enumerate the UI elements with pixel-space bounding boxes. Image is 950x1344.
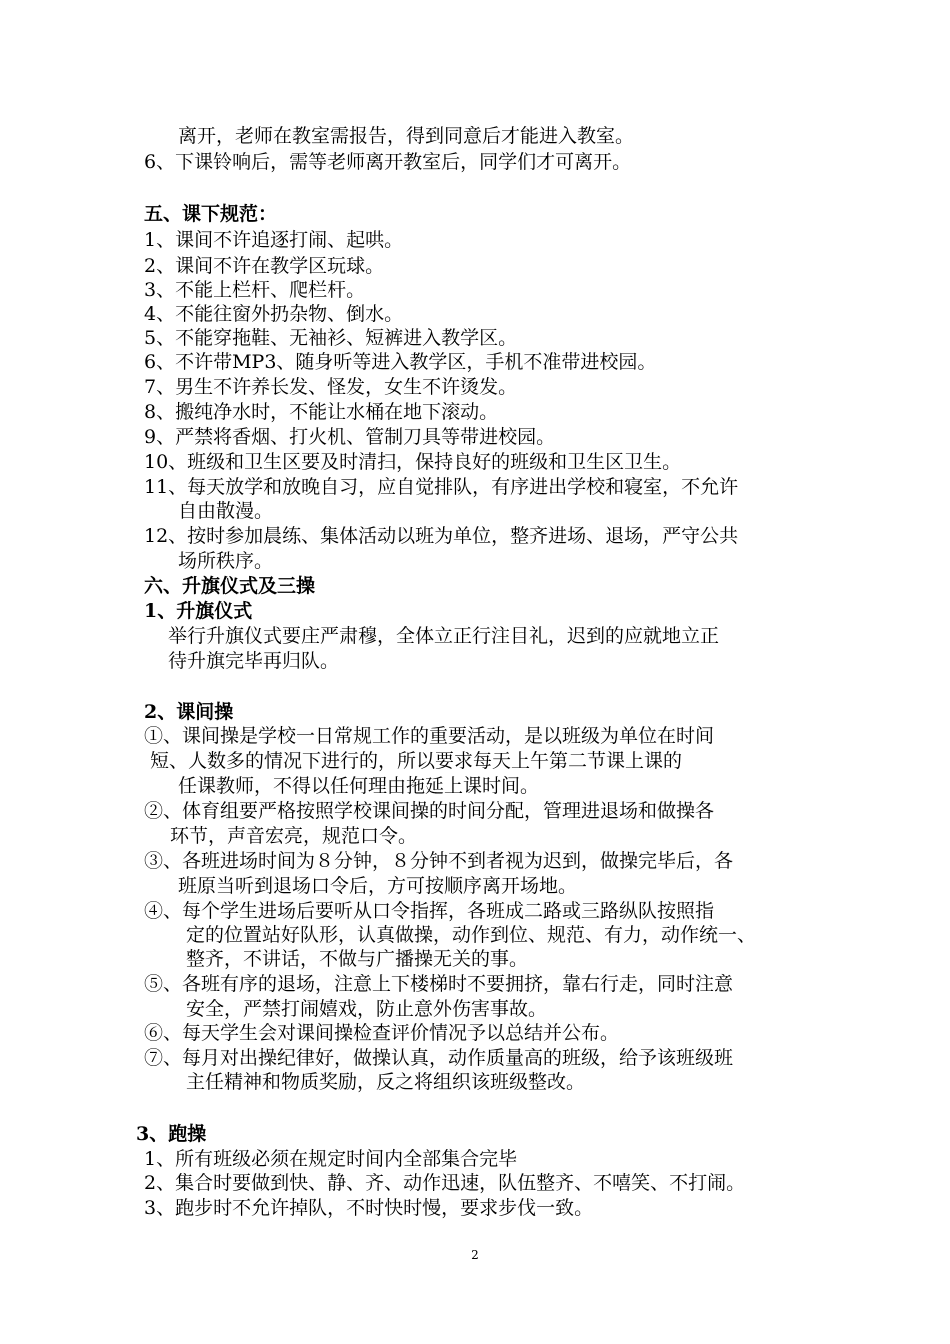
list-item: 4、不能往窗外扔杂物、倒水。 bbox=[144, 303, 404, 325]
list-item-continuation: 班原当听到退场口令后，方可按顺序离开场地。 bbox=[178, 875, 578, 897]
list-item-continuation: 自由散漫。 bbox=[178, 500, 274, 522]
text-line: 离开，老师在教室需报告，得到同意后才能进入教室。 bbox=[178, 125, 635, 147]
list-item: ③、各班进场时间为８分钟，８分钟不到者视为迟到，做操完毕后，各 bbox=[144, 850, 734, 872]
list-item: 1、所有班级必须在规定时间内全部集合完毕 bbox=[144, 1148, 518, 1170]
list-item: 3、跑步时不允许掉队，不时快时慢，要求步伐一致。 bbox=[144, 1197, 594, 1219]
list-item: 7、男生不许养长发、怪发，女生不许烫发。 bbox=[144, 376, 518, 398]
list-item: ④、每个学生进场后要听从口令指挥，各班成二路或三路纵队按照指 bbox=[144, 900, 715, 922]
list-item: 5、不能穿拖鞋、无袖衫、短裤进入教学区。 bbox=[144, 327, 518, 349]
list-item: 10、班级和卫生区要及时清扫，保持良好的班级和卫生区卫生。 bbox=[144, 451, 682, 473]
page-number: 2 bbox=[471, 1248, 479, 1262]
list-item-continuation: 场所秩序。 bbox=[178, 550, 274, 572]
section-heading: 六、升旗仪式及三操 bbox=[144, 575, 316, 597]
subsection-heading: 2、课间操 bbox=[144, 701, 234, 723]
list-item: 9、严禁将香烟、打火机、管制刀具等带进校园。 bbox=[144, 426, 556, 448]
list-item: 2、课间不许在教学区玩球。 bbox=[144, 255, 385, 277]
list-item-continuation: 短、人数多的情况下进行的，所以要求每天上午第二节课上课的 bbox=[150, 750, 683, 772]
list-item: 2、集合时要做到快、静、齐、动作迅速，队伍整齐、不嘻笑、不打闹。 bbox=[144, 1172, 746, 1194]
list-item: 12、按时参加晨练、集体活动以班为单位，整齐进场、退场，严守公共 bbox=[144, 525, 739, 547]
paragraph-line: 举行升旗仪式要庄严肃穆，全体立正行注目礼，迟到的应就地立正 bbox=[168, 625, 720, 647]
list-item-continuation: 安全，严禁打闹嬉戏，防止意外伤害事故。 bbox=[186, 998, 548, 1020]
subsection-heading: 1、升旗仪式 bbox=[144, 600, 253, 622]
text-line: 6、下课铃响后，需等老师离开教室后，同学们才可离开。 bbox=[144, 151, 632, 173]
list-item: 11、每天放学和放晚自习，应自觉排队，有序进出学校和寝室，不允许 bbox=[144, 476, 739, 498]
list-item: 1、课间不许追逐打闹、起哄。 bbox=[144, 229, 404, 251]
list-item: 6、不许带MP3、随身听等进入教学区，手机不准带进校园。 bbox=[144, 351, 657, 373]
list-item: ①、课间操是学校一日常规工作的重要活动，是以班级为单位在时间 bbox=[144, 725, 715, 747]
list-item-continuation: 任课教师，不得以任何理由拖延上课时间。 bbox=[178, 775, 540, 797]
list-item-continuation: 定的位置站好队形，认真做操，动作到位、规范、有力，动作统一、 bbox=[186, 924, 757, 946]
list-item: ⑥、每天学生会对课间操检查评价情况予以总结并公布。 bbox=[144, 1022, 620, 1044]
paragraph-line: 待升旗完毕再归队。 bbox=[168, 650, 340, 672]
list-item-continuation: 主任精神和物质奖励，反之将组织该班级整改。 bbox=[186, 1071, 586, 1093]
subsection-heading: 3、跑操 bbox=[136, 1123, 207, 1145]
list-item: 8、搬纯净水时，不能让水桶在地下滚动。 bbox=[144, 401, 499, 423]
list-item-continuation: 整齐，不讲话，不做与广播操无关的事。 bbox=[186, 948, 529, 970]
list-item: ⑤、各班有序的退场，注意上下楼梯时不要拥挤，靠右行走，同时注意 bbox=[144, 973, 734, 995]
list-item-continuation: 环节，声音宏亮，规范口令。 bbox=[170, 825, 418, 847]
list-item: ⑦、每月对出操纪律好，做操认真，动作质量高的班级，给予该班级班 bbox=[144, 1047, 734, 1069]
list-item: ②、体育组要严格按照学校课间操的时间分配，管理进退场和做操各 bbox=[144, 800, 715, 822]
list-item: 3、不能上栏杆、爬栏杆。 bbox=[144, 279, 366, 301]
section-heading: 五、课下规范： bbox=[144, 203, 278, 225]
